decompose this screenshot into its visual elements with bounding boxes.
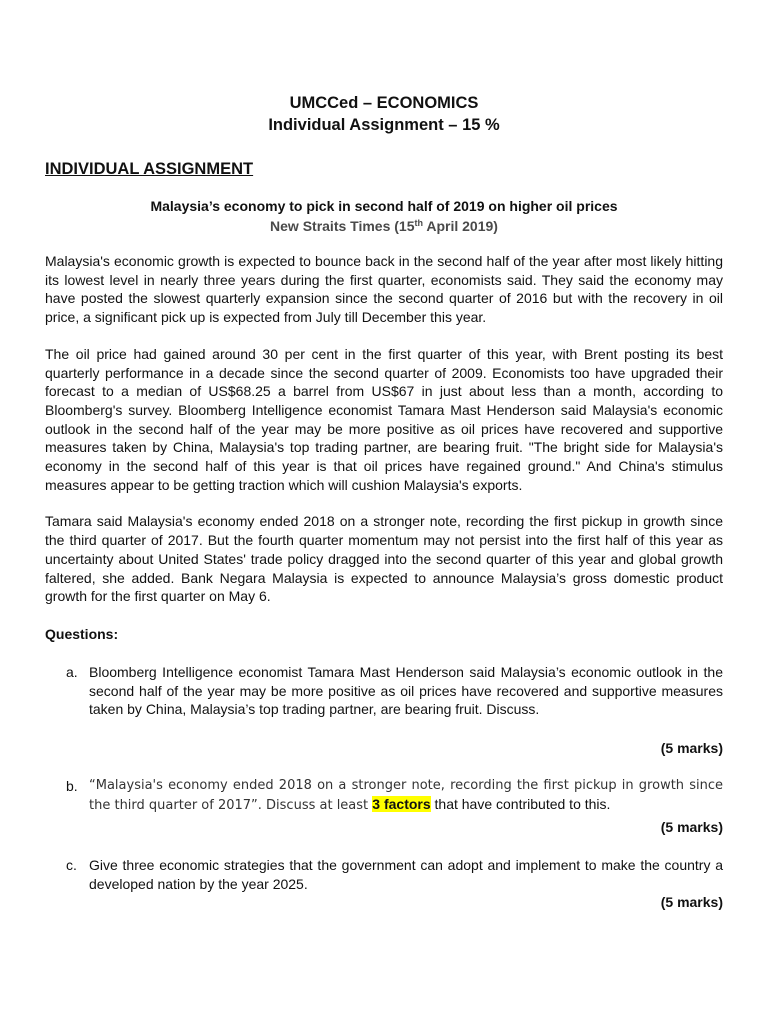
question-b-text-after: that have contributed to this. [430, 796, 611, 813]
section-title: INDIVIDUAL ASSIGNMENT [45, 160, 254, 178]
article-source-prefix: New Straits Times (15 [270, 218, 415, 234]
article-paragraph-1: Malaysia's economic growth is expected to bounce back in the second half of the year after most likely hitting its lowest level in nearly three years during the first quarter, economists said. They said the economy may have posted the slowest quarterly expansion since the second quarter of 2016 but with the recovery in oil price, a significant pick up is expected from July till December this year. [45, 253, 723, 326]
question-a [45, 663, 723, 719]
question-c-text: Give three economic strategies that the government can adopt and implement to make the country a developed nation by the year 2025. [89, 856, 723, 892]
question-b [45, 777, 723, 816]
document-page [45, 92, 723, 912]
question-a-letter: a. [66, 663, 78, 680]
question-b-text-before: “Malaysia's economy ended 2018 on a stronger note, recording the first pickup in growth since the third quarter of 2017”. Discuss at least [89, 777, 723, 814]
question-a-text: Bloomberg Intelligence economist Tamara Mast Henderson said Malaysia’s economic outlook in the second half of the year may be more positive as oil prices have recovered and supportive measures taken by China, Malaysia’s top trading partner, are bearing fruit. Discuss. [89, 663, 723, 718]
question-a-marks: (5 marks) [660, 740, 723, 757]
question-c-letter: c. [66, 856, 77, 873]
course-title: UMCCed – ECONOMICS [289, 94, 479, 112]
question-b-highlight: 3 factors [372, 796, 431, 813]
question-c [45, 856, 723, 893]
assignment-weight: Individual Assignment – 15 % [268, 116, 500, 134]
article-title: Malaysia’s economy to pick in second half of 2019 on higher oil prices [150, 198, 618, 214]
article-source-sup: th [414, 218, 423, 228]
question-b-marks: (5 marks) [660, 819, 723, 836]
article-paragraph-2: The oil price had gained around 30 per cent in the first quarter of this year, with Brent posting its best quarterly performance in a decade since the second quarter of 2009. Economists too have upgraded their forecast to a median of US$68.25 a barrel from US$67 in just about less than a month, according to Bloomberg's survey. Bloomberg Intelligence economist Tamara Mast Henderson said Malaysia's economic outlook in the second half of the year may be more positive as oil prices have recovered and supportive measures taken by China, Malaysia's top trading partner, are bearing fruit. "The bright side for Malaysia's economy in the second half of this year is that oil prices have regained ground." And China's stimulus measures appear to be getting traction which will cushion Malaysia's exports. [45, 345, 723, 493]
question-c-marks: (5 marks) [660, 894, 723, 911]
questions-label: Questions: [45, 625, 119, 642]
question-b-text [89, 777, 723, 816]
article-paragraph-3: Tamara said Malaysia's economy ended 2018 on a stronger note, recording the first pickup in growth since the third quarter of 2017. But the fourth quarter momentum may not persist into the first half of this year as uncertainty about United States' trade policy dragged into the second quarter of this year and global growth faltered, she added. Bank Negara Malaysia is expected to announce Malaysia’s gross domestic product growth for the first quarter on May 6. [45, 513, 723, 605]
question-b-letter: b. [66, 777, 78, 794]
article-source [45, 216, 723, 236]
article-source-suffix: April 2019) [423, 218, 498, 234]
